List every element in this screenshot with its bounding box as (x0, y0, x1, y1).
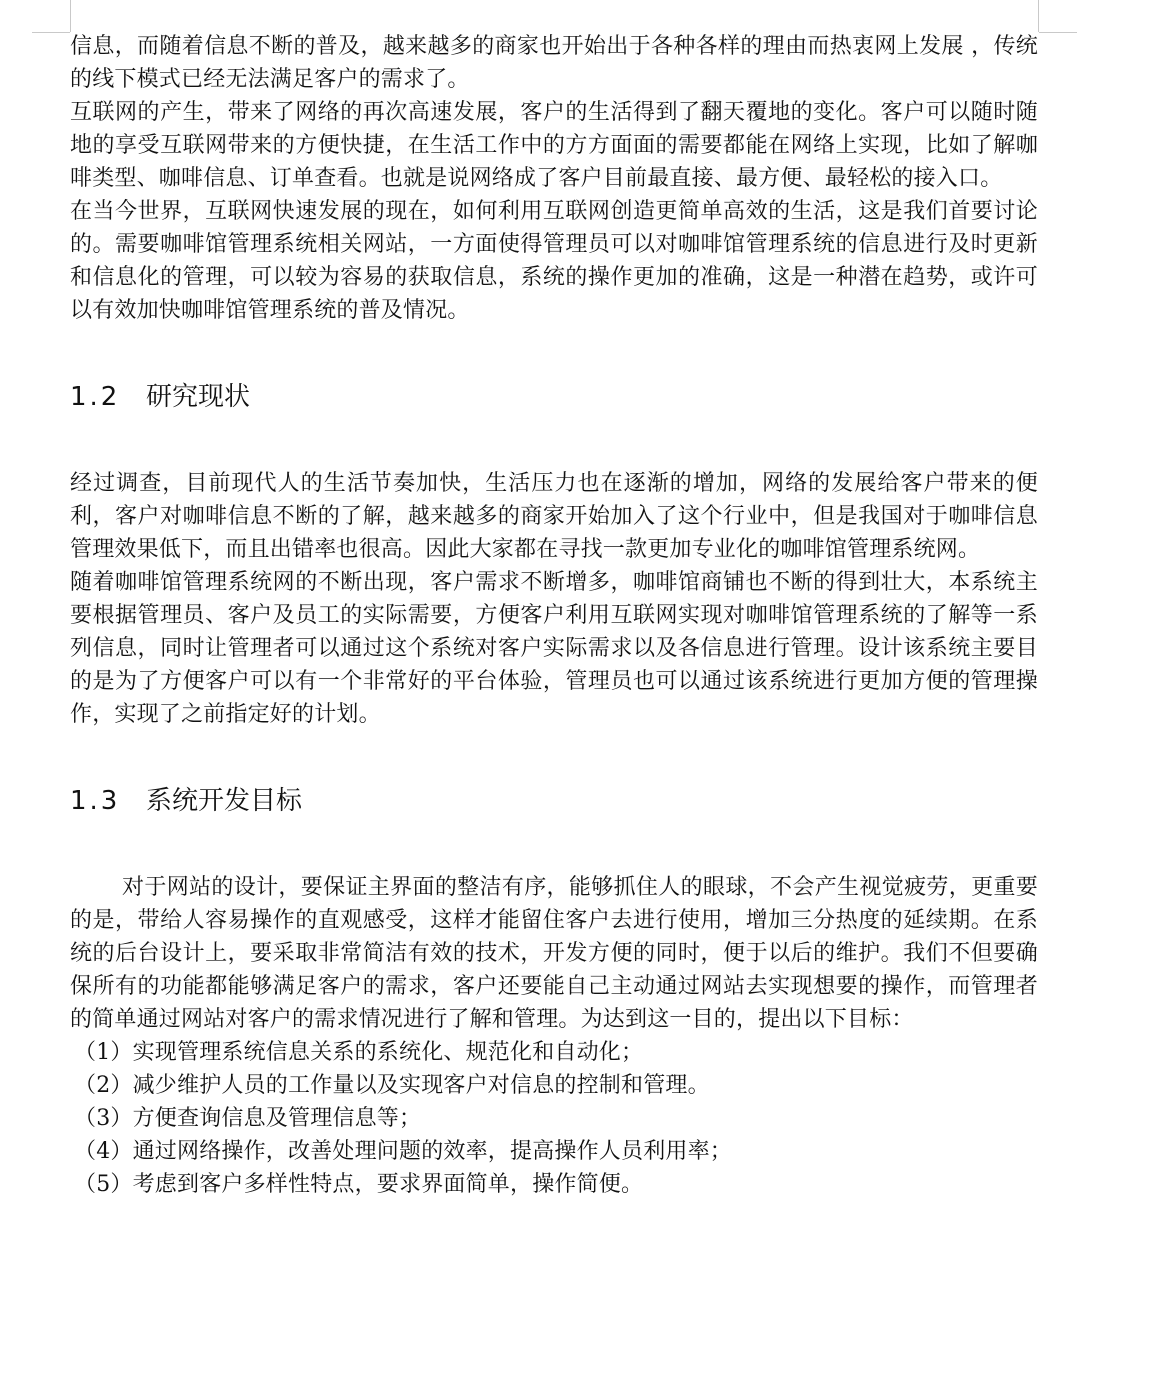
list-item: （3）方便查询信息及管理信息等； (74, 1106, 422, 1131)
section-number: 1.2 (70, 382, 121, 412)
goals-list (70, 1036, 1038, 1201)
section-title: 研究现状 (146, 382, 251, 412)
intro-paragraph-3: 在当今世界，互联网快速发展的现在，如何利用互联网创造更简单高效的生活，这是我们首要讨论的。需要咖啡馆管理系统相关网站，一方面使得管理员可以对咖啡馆管理系统的信息进行及时更新和信息化的管理，可以较为容易的获取信息，系统的操作更加的准确，这是一种潜在趋势，或许可以有效加快咖啡馆管理系统的普及情况。 (70, 199, 1038, 323)
section-title: 系统开发目标 (146, 786, 303, 816)
intro-paragraph-1: 信息，而随着信息不断的普及，越来越多的商家也开始出于各种各样的理由而热衷网上发展 ，传统的线下模式已经无法满足客户的需求了。 (70, 34, 1038, 92)
crop-mark-top-right-vertical (1038, 0, 1039, 32)
list-item: （2）减少维护人员的工作量以及实现客户对信息的控制和管理。 (74, 1073, 710, 1098)
research-paragraph-1: 经过调查，目前现代人的生活节奏加快，生活压力也在逐渐的增加，网络的发展给客户带来的便利，客户对咖啡信息不断的了解，越来越多的商家开始加入了这个行业中，但是我国对于咖啡信息管理效果低下，而且出错率也很高。因此大家都在寻找一款更加专业化的咖啡馆管理系统网。 (70, 471, 1038, 562)
goals-intro-paragraph: 对于网站的设计，要保证主界面的整洁有序，能够抓住人的眼球，不会产生视觉疲劳，更重要的是，带给人容易操作的直观感受，这样才能留住客户去进行使用，增加三分热度的延续期。在系统的后台设计上，要采取非常简洁有效的技术，开发方便的同时，便于以后的维护。我们不但要确保所有的功能都能够满足客户的需求，客户还要能自己主动通过网站去实现想要的操作，而管理者的简单通过网站对客户的需求情况进行了解和管理。为达到这一目的，提出以下目标： (70, 875, 1038, 1032)
list-item: （4）通过网络操作，改善处理问题的效率，提高操作人员利用率； (74, 1139, 732, 1164)
section-number: 1.3 (70, 786, 121, 816)
crop-mark-top-left-horizontal (32, 32, 70, 33)
intro-paragraph-2: 互联网的产生，带来了网络的再次高速发展，客户的生活得到了翻天覆地的变化。客户可以随时随地的享受互联网带来的方便快捷，在生活工作中的方方面面的需要都能在网络上实现，比如了解咖啡类型、咖啡信息、订单查看。也就是说网络成了客户目前最直接、最方便、最轻松的接入口。 (70, 100, 1038, 191)
document-page (70, 30, 1038, 1201)
research-paragraph-2: 随着咖啡馆管理系统网的不断出现，客户需求不断增多，咖啡馆商铺也不断的得到壮大，本系统主要根据管理员、客户及员工的实际需要，方便客户利用互联网实现对咖啡馆管理系统的了解等一系列信息，同时让管理者可以通过这个系统对客户实际需求以及各信息进行管理。设计该系统主要目的是为了方便客户可以有一个非常好的平台体验，管理员也可以通过该系统进行更加方便的管理操作，实现了之前指定好的计划。 (70, 570, 1038, 727)
crop-mark-top-left-vertical (70, 0, 71, 32)
crop-mark-top-right-horizontal (1039, 32, 1077, 33)
section-heading-1-2 (70, 377, 1038, 417)
list-item: （5）考虑到客户多样性特点，要求界面简单，操作简便。 (74, 1172, 644, 1197)
section-heading-1-3 (70, 781, 1038, 821)
list-item: （1）实现管理系统信息关系的系统化、规范化和自动化； (74, 1040, 644, 1065)
